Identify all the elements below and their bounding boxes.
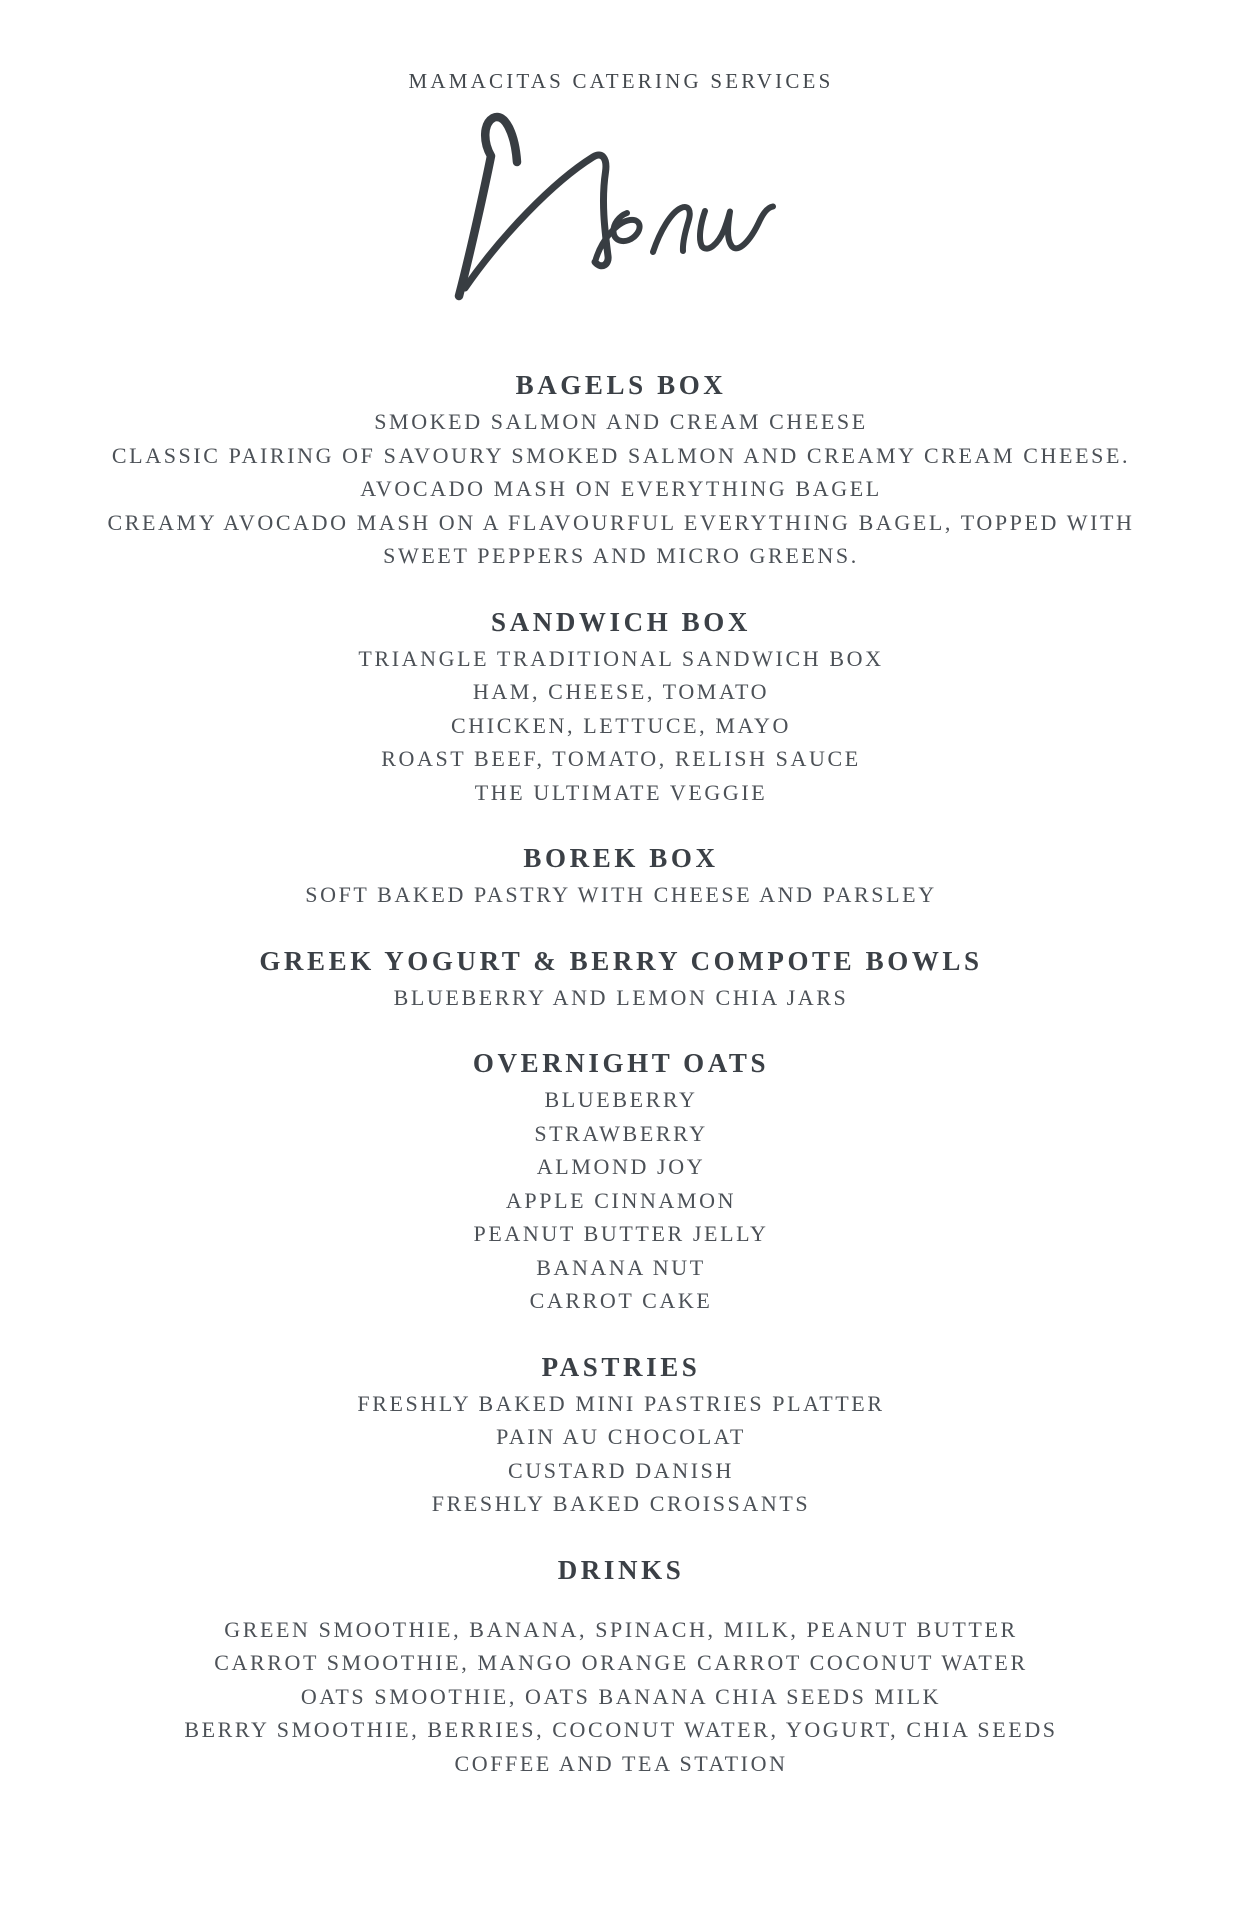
menu-script-art (441, 98, 801, 304)
menu-line: FRESHLY BAKED MINI PASTRIES PLATTER (357, 1390, 885, 1416)
menu-line: ROAST BEEF, TOMATO, RELISH SAUCE (381, 746, 861, 771)
menu-line: CLASSIC PAIRING OF SAVOURY SMOKED SALMON AND CREAMY CREAM CHEESE. (111, 442, 1131, 468)
section-heading: GREEK YOGURT & BERRY COMPOTE BOWLS (259, 945, 983, 976)
section-heading: PASTRIES (541, 1351, 701, 1382)
menu-section (0, 1046, 1242, 1318)
menu-line: PAIN AU CHOCOLAT (496, 1424, 746, 1449)
menu-line: COFFEE AND TEA STATION (454, 1750, 788, 1776)
menu-line: FRESHLY BAKED CROISSANTS (431, 1491, 811, 1516)
menu-line: BERRY SMOOTHIE, BERRIES, COCONUT WATER, YOGURT, CHIA SEEDS (184, 1717, 1058, 1742)
menu-line: SOFT BAKED PASTRY WITH CHEESE AND PARSLEY (305, 882, 937, 907)
section-heading: OVERNIGHT OATS (472, 1048, 770, 1078)
menu-line: CREAMY AVOCADO MASH ON A FLAVOURFUL EVERYTHING BAGEL, TOPPED WITH (107, 509, 1135, 535)
section-heading: BOREK BOX (523, 843, 719, 873)
menu-line: PEANUT BUTTER JELLY (473, 1221, 769, 1246)
menu-line: BLUEBERRY AND LEMON CHIA JARS (393, 984, 849, 1010)
menu-line: CHICKEN, LETTUCE, MAYO (451, 712, 791, 738)
menu-sections (0, 368, 1242, 1780)
menu-line: BANANA NUT (536, 1254, 706, 1280)
menu-section (0, 368, 1242, 573)
menu-script-title (0, 98, 1242, 310)
section-heading: SANDWICH BOX (491, 606, 751, 637)
menu-line: STRAWBERRY (534, 1120, 708, 1146)
menu-section (0, 841, 1242, 912)
section-heading: DRINKS (557, 1554, 685, 1585)
menu-line: SWEET PEPPERS AND MICRO GREENS. (383, 543, 859, 568)
menu-line: APPLE CINNAMON (505, 1187, 737, 1213)
menu-line: SMOKED SALMON AND CREAM CHEESE (374, 409, 868, 434)
menu-section (0, 1350, 1242, 1521)
menu-header (0, 0, 1242, 310)
menu-section (0, 605, 1242, 810)
menu-section (0, 944, 1242, 1015)
menu-line: OATS SMOOTHIE, OATS BANANA CHIA SEEDS MILK (300, 1683, 942, 1709)
menu-line: TRIANGLE TRADITIONAL SANDWICH BOX (358, 645, 884, 671)
section-heading: BAGELS BOX (515, 370, 727, 400)
menu-line: BLUEBERRY (544, 1087, 698, 1112)
menu-line: ALMOND JOY (536, 1154, 706, 1179)
brand-line: MAMACITAS CATERING SERVICES (408, 69, 834, 93)
menu-line: CARROT SMOOTHIE, MANGO ORANGE CARROT COCONUT WATER (214, 1650, 1028, 1675)
menu-line: GREEN SMOOTHIE, BANANA, SPINACH, MILK, PEANUT BUTTER (224, 1616, 1018, 1642)
menu-section (0, 1553, 1242, 1781)
menu-line: CARROT CAKE (529, 1288, 713, 1313)
menu-line: AVOCADO MASH ON EVERYTHING BAGEL (360, 476, 882, 501)
menu-line: THE ULTIMATE VEGGIE (474, 779, 768, 805)
menu-line: CUSTARD DANISH (508, 1457, 734, 1483)
menu-line: HAM, CHEESE, TOMATO (472, 679, 770, 704)
